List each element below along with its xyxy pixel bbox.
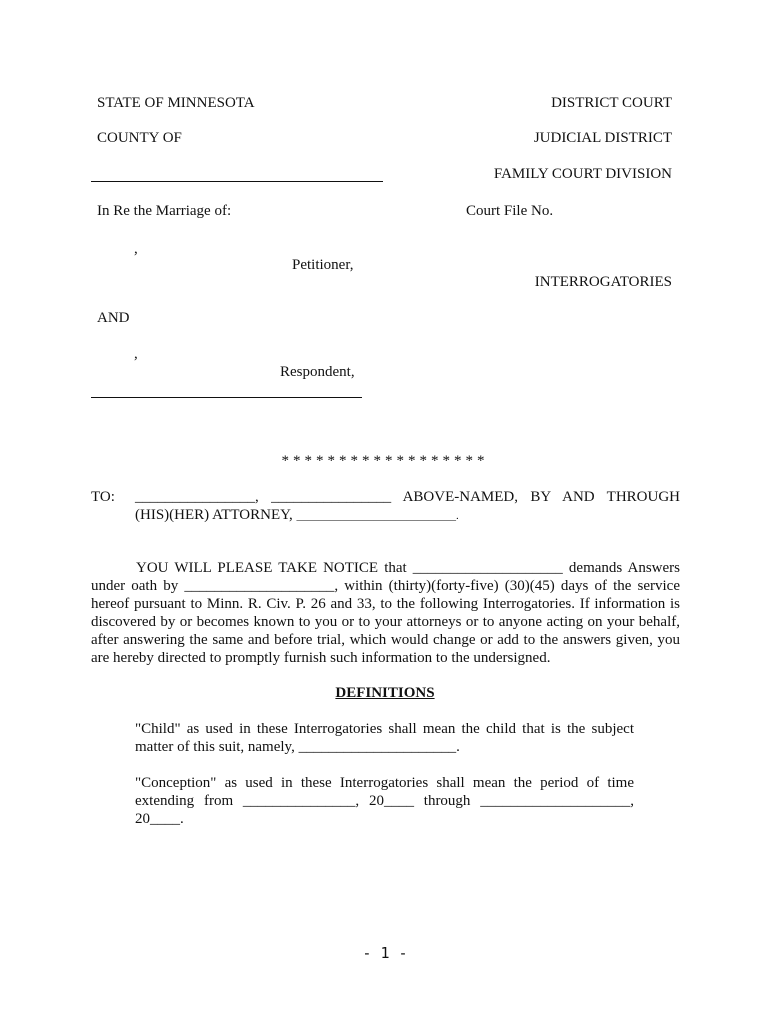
petitioner-label: Petitioner,	[292, 257, 354, 273]
page-number: - 1 -	[362, 944, 408, 962]
definition-conception: "Conception" as used in these Interrogatories shall mean the period of time extending from _______________, 20____ through ____________________, 20____.	[135, 775, 634, 827]
notice-paragraph: YOU WILL PLEASE TAKE NOTICE that ____________________ demands Answers under oath by ____________________, within (thirty)(forty-five) (30)(45) days of the service hereof pursuant to Minn. R. Civ. P. 26 and 33, to the following Interrogatories. If information is discovered by or becomes known to you or to your attorneys or to anyone acting on your behalf, after answering the same and before trial, which would change or add to the answers given, you are hereby directed to promptly furnish such information to the undersigned.	[91, 560, 680, 666]
petitioner-name-comma: ,	[134, 241, 138, 257]
judicial-district: JUDICIAL DISTRICT	[533, 130, 672, 146]
district-court: DISTRICT COURT	[551, 95, 672, 111]
county-underline	[91, 181, 383, 182]
definitions-heading: DEFINITIONS	[335, 685, 435, 701]
county-of: COUNTY OF	[97, 130, 182, 146]
attorney-blank: _____________________________.	[296, 510, 459, 522]
court-file-no: Court File No.	[466, 203, 554, 219]
in-re-marriage: In Re the Marriage of:	[97, 203, 232, 219]
attorney-label: (HIS)(HER) ATTORNEY,	[135, 507, 293, 523]
asterisk-separator: ******************	[281, 453, 489, 469]
respondent-label: Respondent,	[280, 364, 355, 380]
definition-child: "Child" as used in these Interrogatories shall mean the child that is the subject matter of this suit, namely, _____________________.	[135, 721, 634, 755]
caption-underline	[91, 397, 362, 398]
document-title: INTERROGATORIES	[534, 274, 672, 290]
family-court-division: FAMILY COURT DIVISION	[493, 166, 672, 182]
state-of-minnesota: STATE OF MINNESOTA	[97, 95, 255, 111]
and-label: AND	[97, 310, 130, 326]
to-label: TO:	[91, 489, 115, 505]
respondent-name-comma: ,	[134, 346, 138, 362]
to-line-2	[135, 506, 459, 525]
to-line-1: ________________, ________________ ABOVE-NAMED, BY AND THROUGH	[135, 489, 680, 505]
